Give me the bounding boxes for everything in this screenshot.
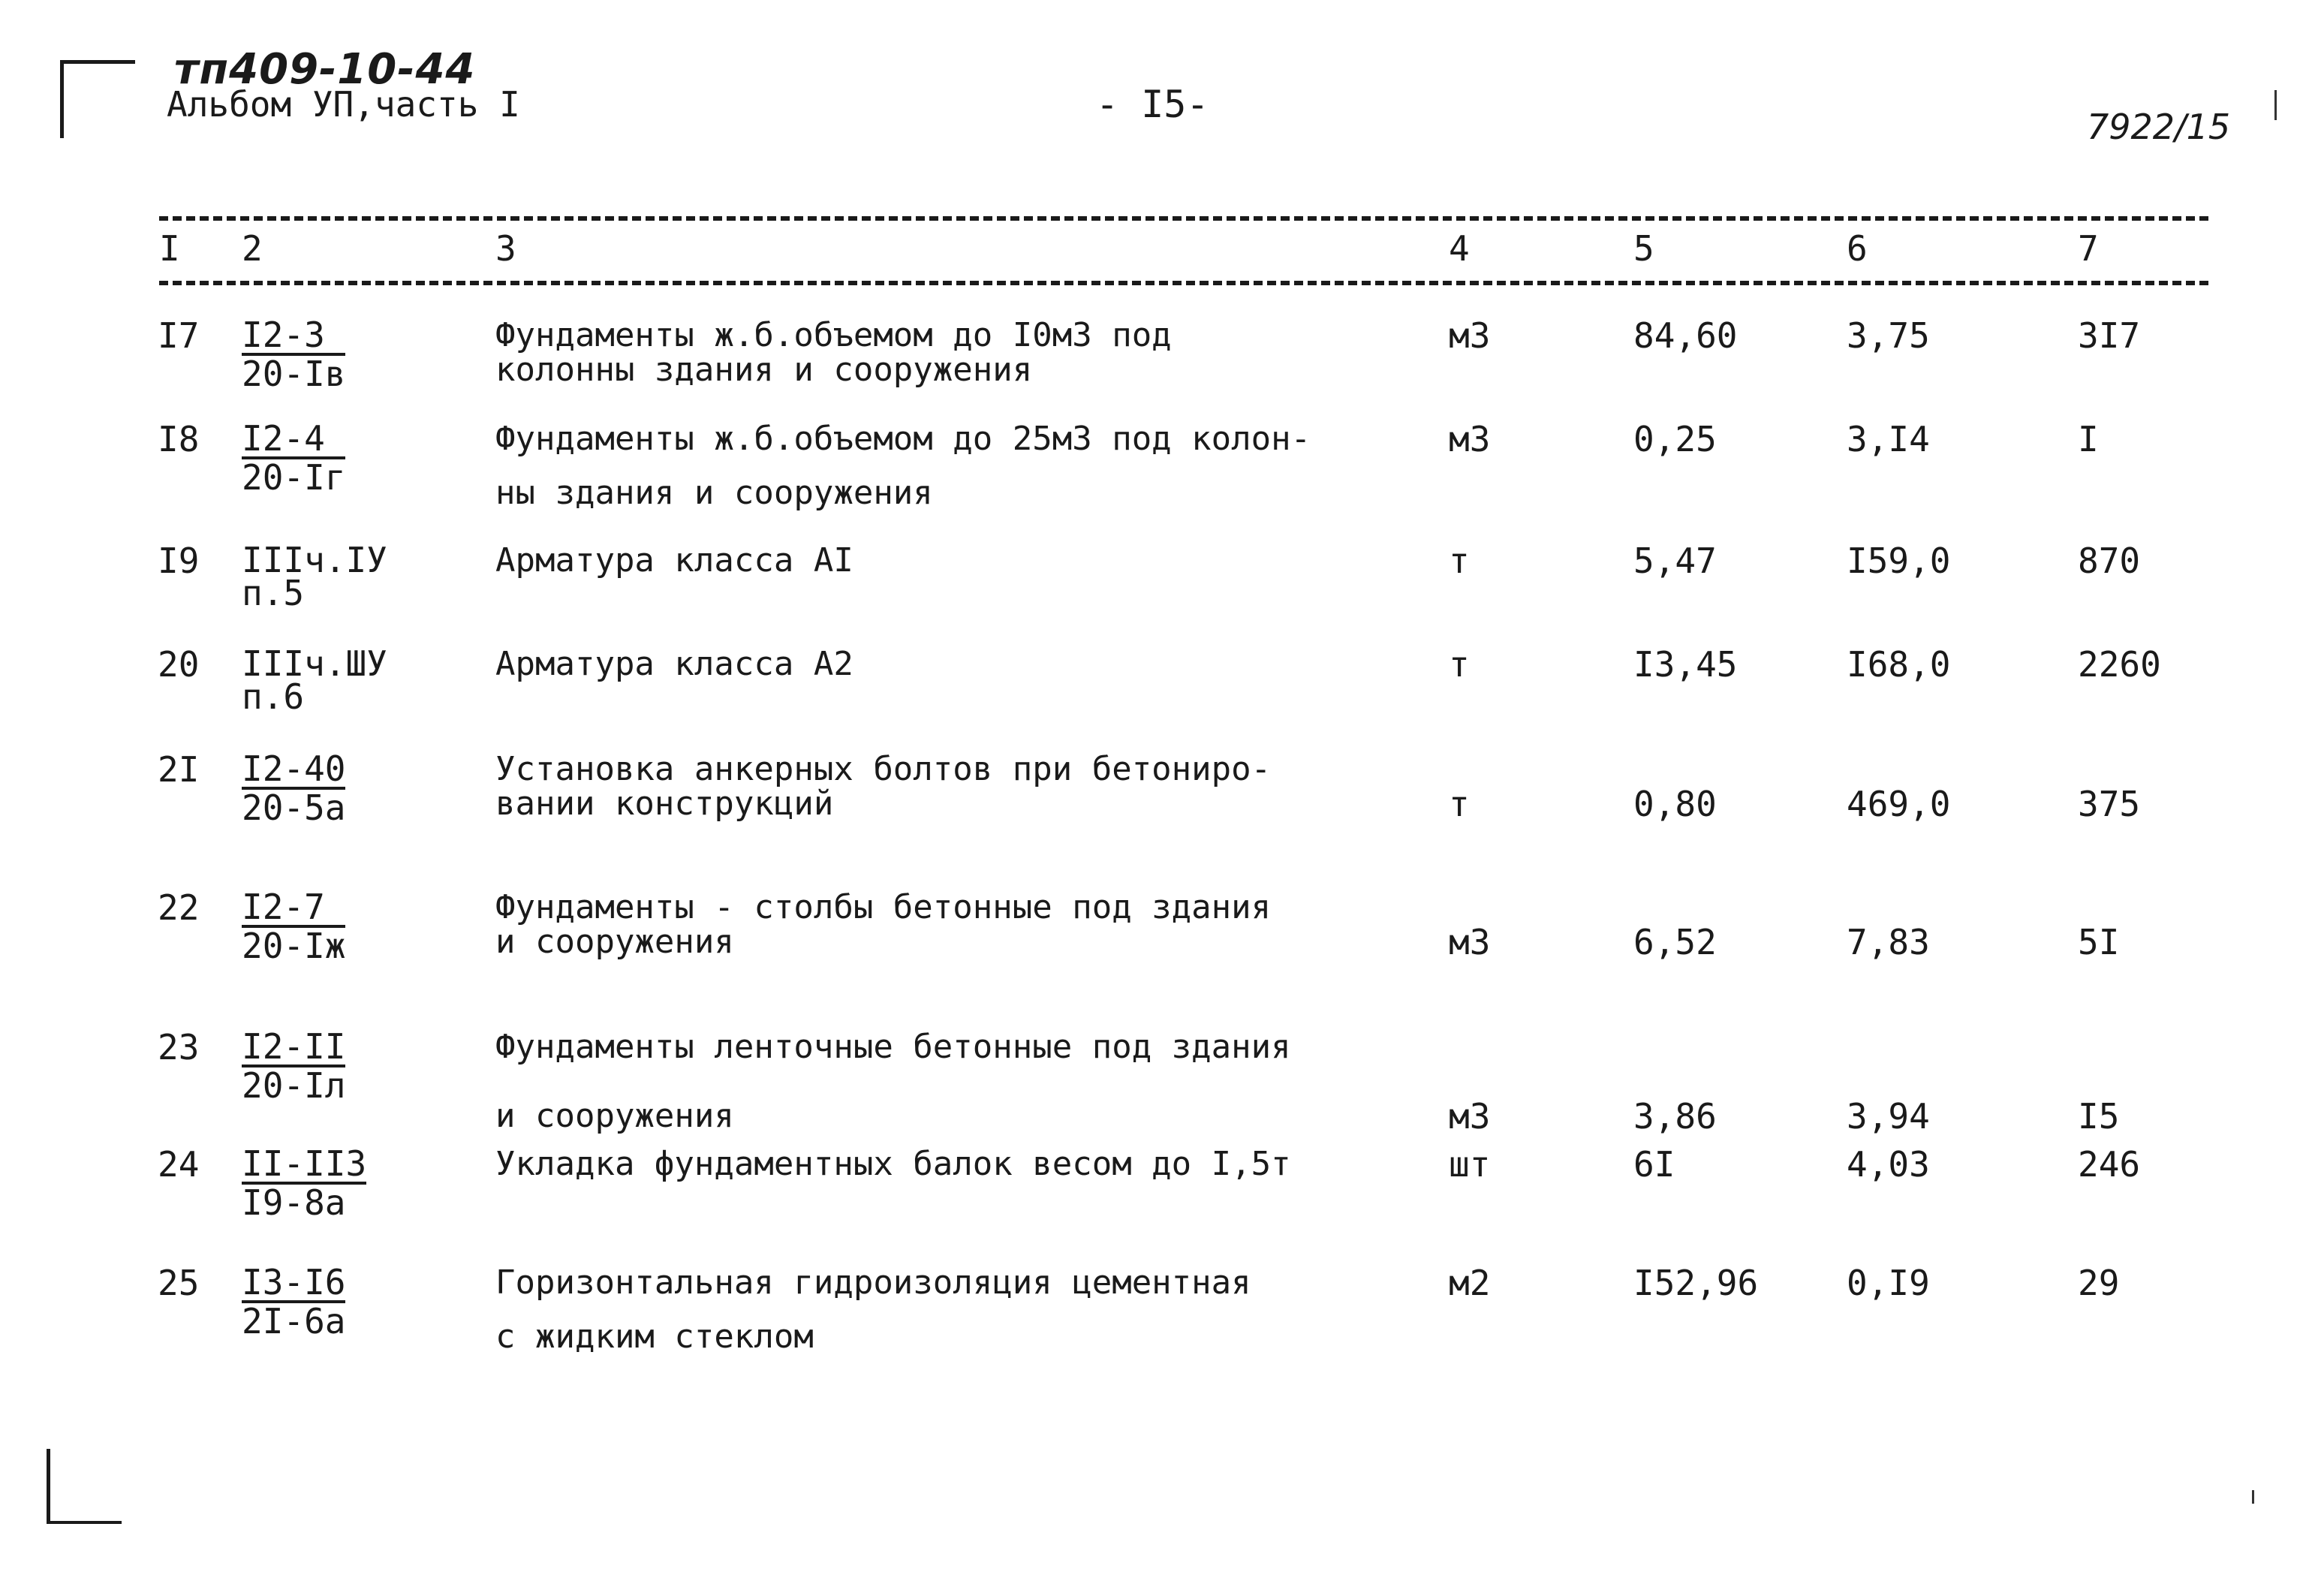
work-description-line: и сооружения: [495, 923, 734, 961]
quantity: 0,25: [1633, 419, 1717, 459]
norm-code-top: I2-3: [242, 318, 345, 356]
unit-of-measure: т: [1449, 644, 1470, 685]
work-description-line: с жидким стеклом: [495, 1317, 814, 1356]
row-number: I7: [158, 315, 200, 356]
unit-price: 7,83: [1847, 922, 1930, 962]
column-header-5: 5: [1633, 228, 1654, 269]
norm-code-bottom: 20-Iл: [242, 1065, 346, 1106]
edge-tick-mark: [2252, 1490, 2254, 1504]
row-number: I8: [158, 419, 200, 459]
row-number: I9: [158, 541, 200, 581]
row-number: 24: [158, 1144, 200, 1185]
corner-mark-top-left-vertical: [60, 60, 64, 138]
norm-code-top: I2-II: [242, 1026, 346, 1067]
work-description-line: и сооружения: [495, 1097, 734, 1135]
column-header-3: 3: [495, 228, 516, 269]
unit-of-measure: м3: [1449, 419, 1491, 459]
norm-code: [242, 643, 387, 717]
norm-code-bottom: 2I-6а: [242, 1301, 346, 1342]
row-number: 20: [158, 644, 200, 685]
norm-code-top: I3-I6: [242, 1262, 346, 1302]
work-description-line: Укладка фундаментных балок весом до I,5т: [495, 1145, 1291, 1183]
norm-code-bottom: 20-Iж: [242, 926, 346, 966]
norm-code: [242, 540, 387, 613]
work-description-line: вании конструкций: [495, 784, 834, 823]
unit-of-measure: м3: [1449, 315, 1491, 356]
row-number: 25: [158, 1263, 200, 1303]
norm-code-top: II-II3: [242, 1143, 367, 1184]
row-number: 2I: [158, 749, 200, 790]
unit-price: 4,03: [1847, 1144, 1930, 1185]
work-description-line: ны здания и сооружения: [495, 474, 933, 512]
total-cost: 29: [2078, 1263, 2120, 1303]
total-cost: 2260: [2078, 644, 2161, 685]
unit-price: 469,0: [1847, 784, 1951, 824]
total-cost: 246: [2078, 1144, 2141, 1185]
unit-price: I68,0: [1847, 644, 1951, 685]
unit-of-measure: шт: [1449, 1144, 1491, 1185]
work-description-line: Горизонтальная гидроизоляция цементная: [495, 1263, 1251, 1302]
work-description-line: Фундаменты ж.б.объемом до 25м3 под колон-: [495, 420, 1311, 458]
quantity: 84,60: [1633, 315, 1738, 356]
corner-mark-bottom-left-horizontal: [47, 1521, 122, 1524]
quantity: 6I: [1633, 1144, 1675, 1185]
unit-price: 0,I9: [1847, 1263, 1930, 1303]
work-description-line: Арматура класса АI: [495, 541, 853, 580]
quantity: I52,96: [1633, 1263, 1759, 1303]
norm-code-bottom: 20-Iг: [242, 457, 346, 498]
unit-price: 3,75: [1847, 315, 1930, 356]
norm-code: [242, 1026, 346, 1106]
project-code-handwritten: тп409-10-44: [174, 45, 476, 94]
column-header-4: 4: [1449, 228, 1470, 269]
unit-price: 3,I4: [1847, 419, 1930, 459]
norm-code-top: IIIч.ШУ: [242, 643, 387, 684]
page-number: - I5-: [1096, 83, 1209, 126]
album-title: Альбом УП,часть I: [167, 84, 520, 125]
column-header-7: 7: [2078, 228, 2099, 269]
norm-code-bottom: 20-5а: [242, 787, 346, 828]
total-cost: 3I7: [2078, 315, 2141, 356]
norm-code-bottom: 20-Iв: [242, 354, 346, 394]
norm-code-top: I2-7: [242, 890, 345, 928]
corner-mark-top-right: [2274, 90, 2277, 120]
unit-of-measure: м3: [1449, 922, 1491, 962]
unit-of-measure: м2: [1449, 1263, 1491, 1303]
corner-mark-bottom-left: [47, 1449, 50, 1524]
work-description-line: Установка анкерных болтов при бетониро-: [495, 750, 1272, 788]
work-description-line: Фундаменты ленточные бетонные под здания: [495, 1028, 1291, 1066]
norm-code-top: I2-4: [242, 422, 345, 459]
norm-code: [242, 1262, 346, 1342]
column-header-6: 6: [1847, 228, 1868, 269]
unit-of-measure: т: [1449, 541, 1470, 581]
norm-code-top: IIIч.IУ: [242, 540, 387, 580]
work-description-line: Арматура класса А2: [495, 645, 853, 683]
quantity: 3,86: [1633, 1096, 1717, 1137]
column-header-2: 2: [242, 228, 263, 269]
total-cost: 5I: [2078, 922, 2120, 962]
sheet-code: 7922/15: [2087, 107, 2231, 147]
norm-code: [242, 1143, 367, 1223]
unit-price: 3,94: [1847, 1096, 1930, 1137]
total-cost: 375: [2078, 784, 2141, 824]
total-cost: I: [2078, 419, 2099, 459]
quantity: 5,47: [1633, 541, 1717, 581]
total-cost: 870: [2078, 541, 2141, 581]
norm-code: [242, 748, 346, 828]
norm-code-bottom: п.5: [242, 573, 305, 613]
total-cost: I5: [2078, 1096, 2120, 1137]
unit-price: I59,0: [1847, 541, 1951, 581]
unit-of-measure: т: [1449, 784, 1470, 824]
norm-code: [242, 418, 346, 498]
norm-code-top: I2-40: [242, 748, 346, 789]
norm-code: [242, 315, 346, 394]
quantity: I3,45: [1633, 644, 1738, 685]
work-description-line: Фундаменты - столбы бетонные под здания: [495, 888, 1272, 926]
row-number: 22: [158, 887, 200, 928]
quantity: 0,80: [1633, 784, 1717, 824]
table-header-rule: [159, 281, 2208, 285]
norm-code-bottom: п.6: [242, 676, 305, 717]
norm-code-bottom: I9-8а: [242, 1182, 346, 1223]
norm-code: [242, 887, 346, 966]
row-number: 23: [158, 1027, 200, 1068]
column-header-1: I: [159, 228, 180, 269]
unit-of-measure: м3: [1449, 1096, 1491, 1137]
corner-mark-top-left: [60, 60, 135, 64]
table-top-rule: [159, 216, 2208, 221]
work-description-line: колонны здания и сооружения: [495, 351, 1033, 389]
quantity: 6,52: [1633, 922, 1717, 962]
work-description-line: Фундаменты ж.б.объемом до I0м3 под: [495, 316, 1172, 354]
